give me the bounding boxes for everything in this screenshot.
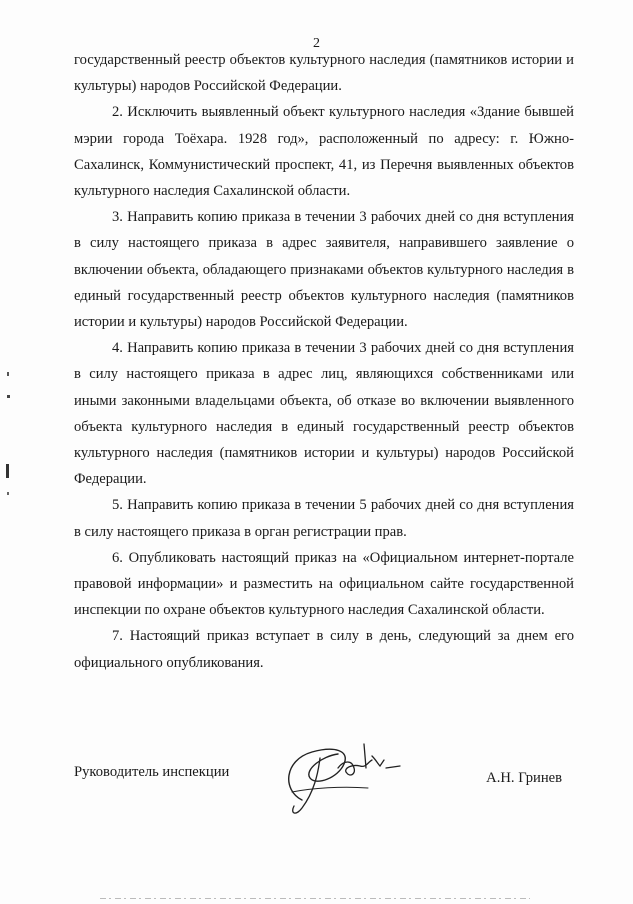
paragraph-item-7: 7. Настоящий приказ вступает в силу в день, следующий за днем его официального опубликования. <box>74 628 574 671</box>
page-number: 2 <box>313 36 320 51</box>
signature-block <box>74 764 574 794</box>
scan-margin-marks <box>0 0 20 904</box>
scan-artifact-line <box>100 897 530 900</box>
paragraph-continuation: государственный реестр объектов культурного наследия (памятников истории и культуры) народов Российской Федерации. <box>74 52 574 95</box>
paragraph-item-6: 6. Опубликовать настоящий приказ на «Официальном интернет-портале правовой информации» и разместить на официальном сайте государственной инспекции по охране объектов культурного наследия Сахалинской области. <box>74 549 574 619</box>
signatory-position: Руководитель инспекции <box>74 764 230 780</box>
signatory-name: А.Н. Гринев <box>486 770 562 786</box>
document-body <box>74 47 574 676</box>
paragraph-item-2: 2. Исключить выявленный объект культурного наследия «Здание бывшей мэрии города Тоёхара. 1928 год», расположенный по адресу: г. Южно-Сахалинск, Коммунистический проспект, 41, из Перечня выявленных объектов культурного наследия Сахалинской области. <box>74 104 574 200</box>
paragraph-item-3: 3. Направить копию приказа в течении 3 рабочих дней со дня вступления в силу настоящего приказа в адрес заявителя, направившего заявление о включении объекта, обладающего признаками объектов культурного наследия в единый государственный реестр объектов культурного наследия (памятников истории и культуры) народов Российской Федерации. <box>74 209 574 331</box>
paragraph-item-5: 5. Направить копию приказа в течении 5 рабочих дней со дня вступления в силу настоящего приказа в орган регистрации прав. <box>74 497 574 540</box>
paragraph-item-4: 4. Направить копию приказа в течении 3 рабочих дней со дня вступления в силу настоящего приказа в адрес лиц, являющихся собственниками или иными законными владельцами объекта, об отказе во включении выявленного объекта культурного наследия в единый государственный реестр объектов культурного наследия (памятников истории и культуры) народов Российской Федерации. <box>74 340 574 488</box>
